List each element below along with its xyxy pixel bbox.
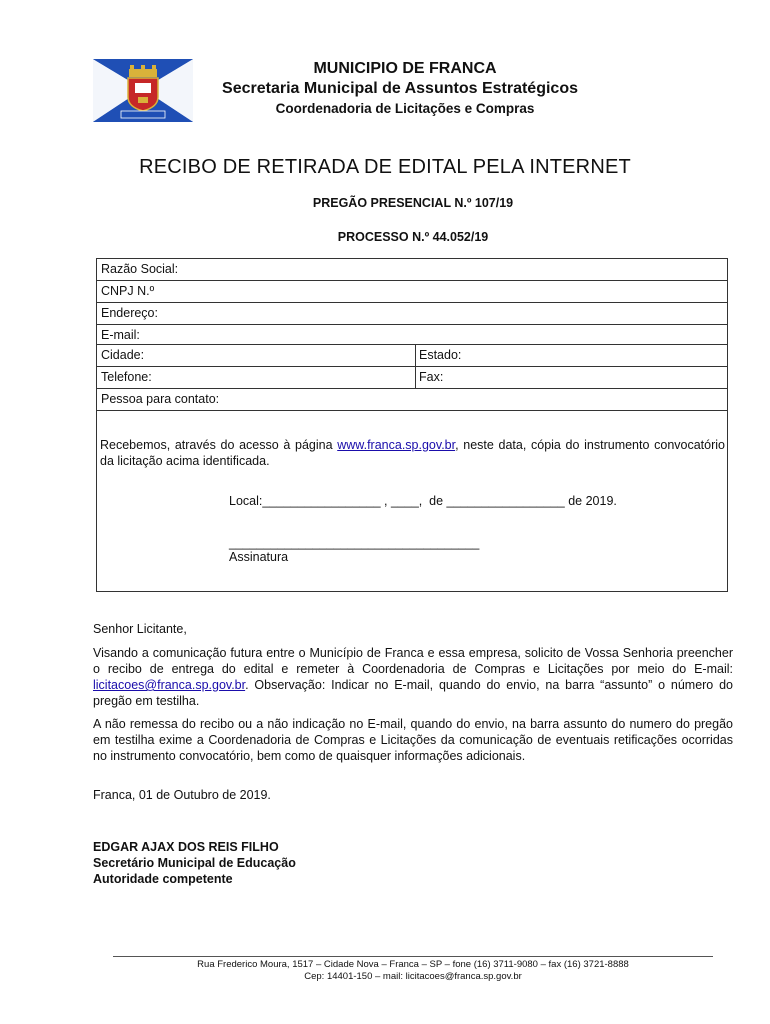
signatory-authority: Autoridade competente <box>93 872 233 886</box>
municipality-name: MUNICIPIO DE FRANCA <box>313 60 497 77</box>
para1-text-after: . Observação: Indicar no E-mail, quando do envio, na barra “assunto” o número do pregão em testilha. <box>93 678 733 708</box>
telefone-label: Telefone: <box>101 370 152 384</box>
pessoa-contato-row[interactable] <box>97 389 727 411</box>
receipt-statement <box>100 437 725 469</box>
franca-coat-of-arms-logo <box>93 59 193 122</box>
signatory-role: Secretário Municipal de Educação <box>93 856 296 870</box>
email-row[interactable] <box>97 325 727 345</box>
cidade-estado-row[interactable] <box>97 345 727 367</box>
signatory-name: EDGAR AJAX DOS REIS FILHO <box>93 840 279 854</box>
razao-social-label: Razão Social: <box>101 262 179 276</box>
receipt-text-after: , neste data, cópia do instrumento convocatório da licitação acima identificada. <box>100 438 725 468</box>
estado-label: Estado: <box>419 348 462 362</box>
endereco-row[interactable] <box>97 303 727 325</box>
pessoa-contato-label: Pessoa para contato: <box>101 392 220 406</box>
receipt-text-before: Recebemos, através do acesso à página <box>100 438 338 452</box>
local-date-line: Local:_________________ , ____, de _________________ de 2019. <box>229 494 617 508</box>
signature-line: ____________________________________ <box>229 536 480 550</box>
licitacoes-email-link[interactable]: licitacoes@franca.sp.gov.br <box>93 678 246 692</box>
cidade-label: Cidade: <box>101 348 145 362</box>
para1-text-before: Visando a comunicação futura entre o Município de Franca e essa empresa, solicito de Vossa Senhoria preencher o recibo de entrega do edital e remeter à Coordenadoria de Compras e Licitações por meio do E-mail: <box>93 646 733 676</box>
paragraph-instructions <box>93 645 733 709</box>
email-label: E-mail: <box>101 328 140 342</box>
endereco-label: Endereço: <box>101 306 158 320</box>
divider <box>415 345 416 367</box>
document-title: RECIBO DE RETIRADA DE EDITAL PELA INTERNET <box>139 156 631 178</box>
fax-label: Fax: <box>419 370 444 384</box>
razao-social-row[interactable] <box>97 259 727 281</box>
coordination-name: Coordenadoria de Licitações e Compras <box>275 101 535 116</box>
telefone-fax-row[interactable] <box>97 367 727 389</box>
paragraph-warning: A não remessa do recibo ou a não indicação no E-mail, quando do envio, na barra assunto do numero do pregão em testilha exime a Coordenadoria de Compras e Licitações da comunicação de eventuais retificações ocorridas no instrumento convocatório, bem como de quaisquer informações adicionais. <box>93 717 733 763</box>
cnpj-label: CNPJ N.º <box>101 284 155 298</box>
secretariat-name: Secretaria Municipal de Assuntos Estratégicos <box>222 80 578 97</box>
footer-contact: Cep: 14401-150 – mail: licitacoes@franca.sp.gov.br <box>304 971 522 982</box>
pregao-number: PREGÃO PRESENCIAL N.º 107/19 <box>312 196 514 210</box>
salutation: Senhor Licitante, <box>93 622 187 636</box>
franca-website-link[interactable]: www.franca.sp.gov.br <box>337 438 456 452</box>
divider <box>415 367 416 389</box>
signature-label: Assinatura <box>229 550 289 564</box>
footer-address: Rua Frederico Moura, 1517 – Cidade Nova – Franca – SP – fone (16) 3711-9080 – fax (16) 3721-8888 <box>197 959 629 970</box>
cnpj-row[interactable] <box>97 281 727 303</box>
processo-number: PROCESSO N.º 44.052/19 <box>337 230 489 244</box>
document-date: Franca, 01 de Outubro de 2019. <box>93 788 271 802</box>
footer-rule <box>113 956 713 957</box>
